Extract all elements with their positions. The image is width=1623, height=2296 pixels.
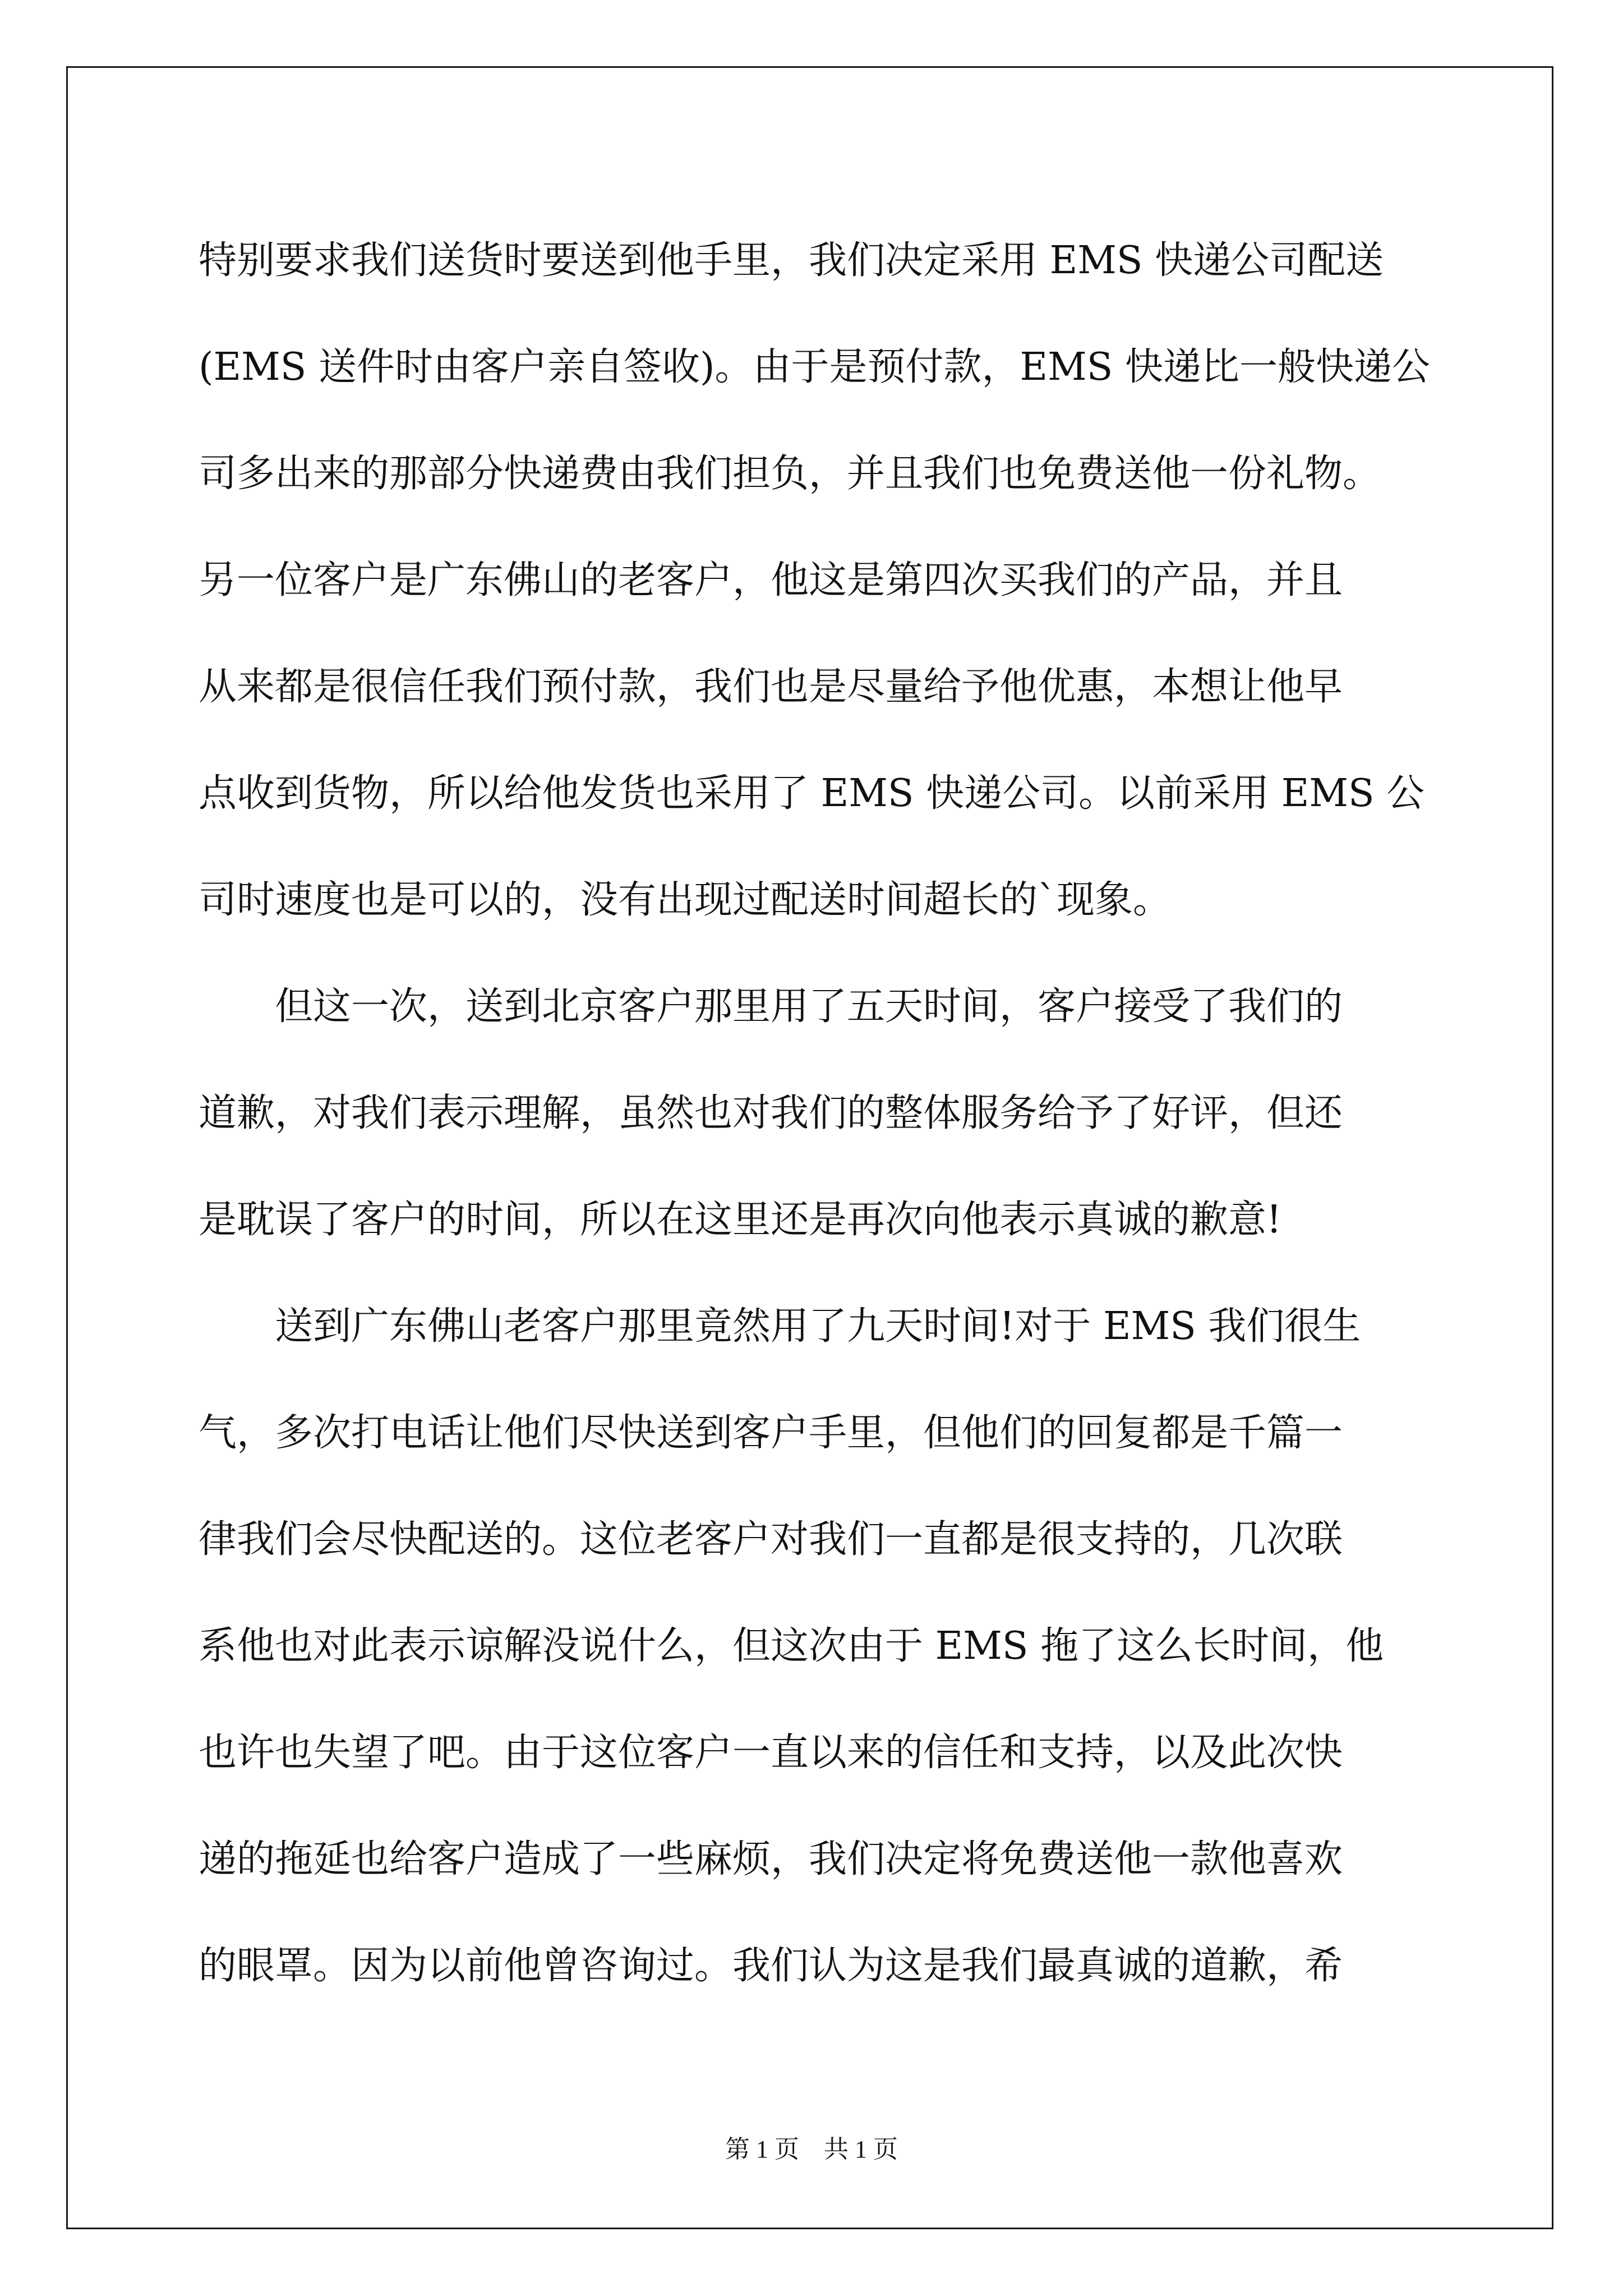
text-line-9: 道歉，对我们表示理解，虽然也对我们的整体服务给予了好评，但还 <box>199 1091 1343 1135</box>
text-line-15: 也许也失望了吧。由于这位客户一直以来的信任和支持，以及此次快 <box>199 1731 1343 1775</box>
text-line-11: 送到广东佛山老客户那里竟然用了九天时间!对于 EMS 我们很生 <box>199 1304 1361 1349</box>
text-line-7: 司时速度也是可以的，没有出现过配送时间超长的`现象。 <box>199 878 1172 922</box>
text-line-13: 律我们会尽快配送的。这位老客户对我们一直都是很支持的，几次联 <box>199 1517 1343 1562</box>
text-line-16: 递的拖延也给客户造成了一些麻烦，我们决定将免费送他一款他喜欢 <box>199 1837 1343 1881</box>
text-line-5: 从来都是很信任我们预付款，我们也是尽量给予他优惠，本想让他早 <box>199 665 1343 709</box>
page-number-footer: 第 1 页 共 1 页 <box>725 2136 898 2163</box>
text-line-2: (EMS 送件时由客户亲自签收)。由于是预付款，EMS 快递比一般快递公 <box>199 345 1430 389</box>
text-line-17: 的眼罩。因为以前他曾咨询过。我们认为这是我们最真诚的道歉，希 <box>199 1944 1343 1988</box>
text-line-3: 司多出来的那部分快递费由我们担负，并且我们也免费送他一份礼物。 <box>199 452 1381 496</box>
document-body <box>199 208 1432 2019</box>
text-line-12: 气，多次打电话让他们尽快送到客户手里，但他们的回复都是千篇一 <box>199 1411 1343 1455</box>
text-line-10: 是耽误了客户的时间，所以在这里还是再次向他表示真诚的歉意! <box>199 1198 1282 1242</box>
text-line-14: 系他也对此表示谅解没说什么，但这次由于 EMS 拖了这么长时间，他 <box>199 1624 1384 1668</box>
text-line-1: 特别要求我们送货时要送到他手里，我们决定采用 EMS 快递公司配送 <box>199 238 1384 283</box>
text-line-8: 但这一次，送到北京客户那里用了五天时间，客户接受了我们的 <box>199 984 1343 1029</box>
text-line-6: 点收到货物，所以给他发货也采用了 EMS 快递公司。以前采用 EMS 公 <box>199 771 1425 816</box>
text-line-4: 另一位客户是广东佛山的老客户，他这是第四次买我们的产品，并且 <box>199 558 1343 602</box>
